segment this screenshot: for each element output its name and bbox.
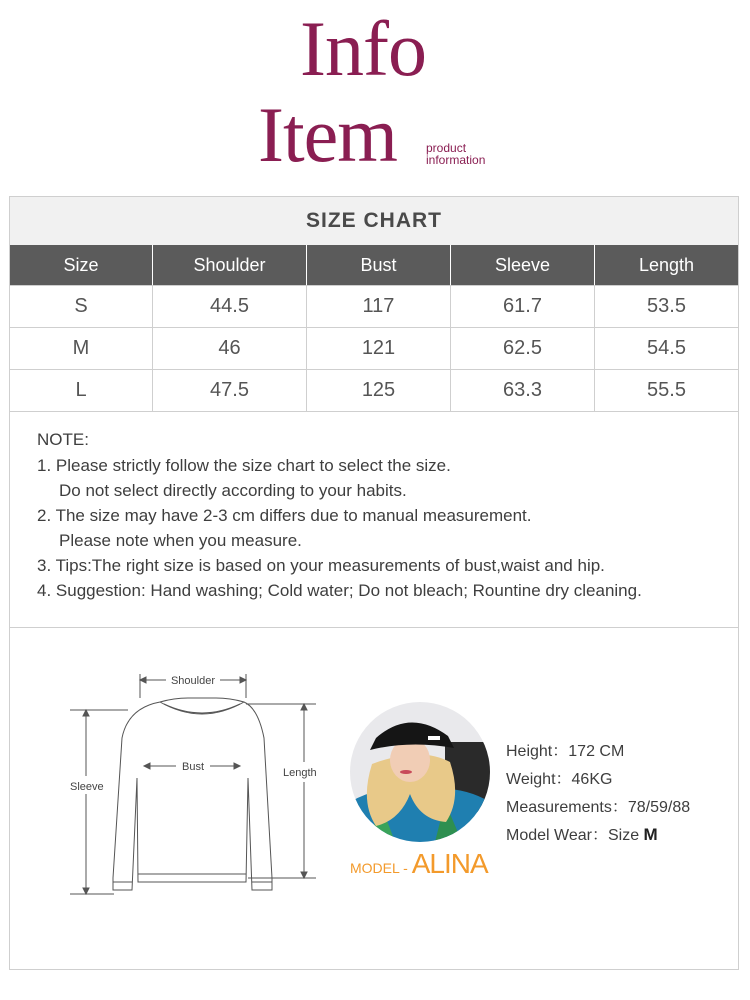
logo-word-info: Info <box>300 5 426 92</box>
note-line: 3. Tips:The right size is based on your measurements of bust,waist and hip. <box>37 556 605 575</box>
table-cell: 46 <box>153 328 307 369</box>
logo-subtitle-line1: product <box>426 141 467 155</box>
logo-subtitle <box>426 142 485 166</box>
table-row <box>10 327 738 369</box>
table-cell: S <box>10 286 153 327</box>
table-cell: 47.5 <box>153 370 307 411</box>
note-line: Please note when you measure. <box>59 531 302 550</box>
notes-section <box>9 411 739 628</box>
size-chart-header-row <box>10 245 738 285</box>
note-line: Do not select directly according to your habits. <box>59 481 407 500</box>
weight-label: Weight： <box>506 771 572 788</box>
table-row <box>10 285 738 327</box>
wear-size-prefix: Size <box>607 827 644 844</box>
height-value: 172 CM <box>568 743 625 760</box>
table-cell: M <box>10 328 153 369</box>
table-cell: 54.5 <box>647 337 686 359</box>
logo-subtitle-line2: information <box>426 153 486 167</box>
table-cell: 125 <box>307 370 451 411</box>
model-name-label <box>350 848 488 880</box>
weight-value: 46KG <box>571 771 613 788</box>
model-measurements <box>506 794 690 817</box>
header-bust: Bust <box>307 245 451 285</box>
table-cell: 117 <box>307 286 451 327</box>
header-shoulder: Shoulder <box>153 245 307 285</box>
header-sleeve: Sleeve <box>451 245 595 285</box>
table-cell: L <box>10 370 153 411</box>
header-size: Size <box>10 245 153 285</box>
table-cell: 53.5 <box>647 295 686 317</box>
table-cell: 44.5 <box>153 286 307 327</box>
size-chart-table <box>9 196 739 412</box>
brand-logo <box>0 0 750 185</box>
model-height <box>506 738 624 761</box>
model-photo <box>350 702 490 842</box>
model-weight <box>506 766 612 789</box>
header-length: Length <box>638 255 695 275</box>
table-cell: 121 <box>307 328 451 369</box>
model-wear <box>506 822 658 845</box>
size-chart-title: SIZE CHART <box>10 197 738 245</box>
table-row <box>10 369 738 411</box>
model-prefix: MODEL - <box>350 860 412 876</box>
notes-heading: NOTE: <box>37 430 89 449</box>
shoulder-label: Shoulder <box>170 675 216 687</box>
note-line: 4. Suggestion: Hand washing; Cold water; Do not bleach; Rountine dry cleaning. <box>37 581 642 600</box>
note-line: 2. The size may have 2-3 cm differs due to manual measurement. <box>37 506 532 525</box>
sleeve-label: Sleeve <box>70 781 104 793</box>
length-label: Length <box>283 767 317 779</box>
sweater-measurement-diagram <box>58 668 338 908</box>
bust-label: Bust <box>181 761 205 773</box>
wear-label: Model Wear： <box>506 827 608 844</box>
model-name: ALINA <box>411 848 488 879</box>
table-cell: 62.5 <box>451 328 595 369</box>
note-line: 1. Please strictly follow the size chart to select the size. <box>37 456 451 475</box>
table-cell: 61.7 <box>451 286 595 327</box>
measurements-value: 78/59/88 <box>627 799 691 816</box>
table-cell: 63.3 <box>451 370 595 411</box>
logo-word-item: Item <box>258 91 397 178</box>
measurements-label: Measurements： <box>506 799 628 816</box>
wear-size: M <box>643 825 658 844</box>
height-label: Height： <box>506 743 569 760</box>
table-cell: 55.5 <box>647 379 686 401</box>
